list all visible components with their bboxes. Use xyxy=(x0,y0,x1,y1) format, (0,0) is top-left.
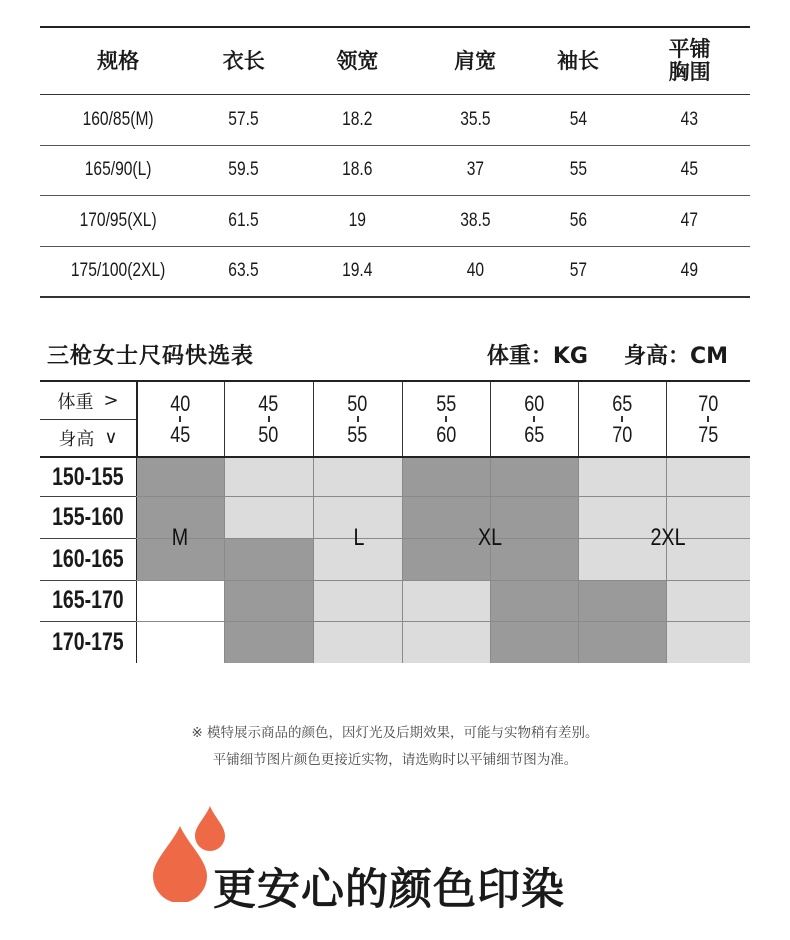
table-row xyxy=(40,95,750,146)
banner-title: 更安心的颜色印染 xyxy=(213,865,565,915)
weight-range-header xyxy=(666,382,750,456)
size-table-header xyxy=(40,28,750,95)
cell-collar: 18.2 xyxy=(342,108,373,130)
header-length: 衣长 xyxy=(222,49,265,73)
size-cell xyxy=(667,458,750,496)
cell-chest: 43 xyxy=(681,108,699,130)
size-cell xyxy=(225,458,313,496)
grid-line xyxy=(402,458,403,663)
size-cell xyxy=(403,458,490,496)
axis-header xyxy=(40,382,138,456)
grid-line xyxy=(136,621,750,622)
cell-length: 63.5 xyxy=(228,260,259,282)
cell-sleeve: 56 xyxy=(569,209,587,231)
header-chest: 平铺胸围 xyxy=(668,37,711,84)
height-range-label: 160-165 xyxy=(40,538,138,580)
grid-line xyxy=(136,580,750,581)
weight-range-header xyxy=(313,382,403,456)
weight-to: 50 xyxy=(258,422,279,447)
weight-from: 50 xyxy=(347,391,368,416)
table-row xyxy=(40,247,750,299)
row-divider xyxy=(40,580,136,581)
cell-collar: 19.4 xyxy=(342,260,373,282)
header-sleeve: 袖长 xyxy=(556,49,599,73)
weight-to: 65 xyxy=(523,422,545,447)
size-label: XL xyxy=(477,524,503,551)
weight-to: 70 xyxy=(611,422,633,447)
size-cell xyxy=(137,458,224,496)
grid-line xyxy=(313,458,314,663)
size-cell xyxy=(137,580,224,621)
cell-shoulder: 40 xyxy=(466,260,484,282)
height-range-label: 155-160 xyxy=(40,496,138,538)
size-cell xyxy=(491,538,578,580)
weight-range-header xyxy=(490,382,579,456)
cell-chest: 49 xyxy=(681,260,699,282)
disclaimer-line-1: ※ 模特展示商品的颜色，因灯光及后期效果，可能与实物稍有差别。 xyxy=(191,725,599,741)
cell-spec: 175/100(2XL) xyxy=(70,260,166,282)
chevron-right-icon: > xyxy=(103,390,119,411)
weight-to: 60 xyxy=(435,422,457,447)
weight-from: 70 xyxy=(697,391,719,416)
size-cell xyxy=(667,621,750,663)
weight-range-header xyxy=(402,382,491,456)
grid-line xyxy=(490,458,491,663)
weight-range-header xyxy=(578,382,667,456)
cell-length: 57.5 xyxy=(228,108,259,130)
size-cell xyxy=(403,538,490,580)
cell-length: 59.5 xyxy=(228,159,259,181)
header-shoulder: 肩宽 xyxy=(454,49,497,73)
size-cell xyxy=(491,621,578,663)
cell-shoulder: 38.5 xyxy=(459,209,491,231)
height-range-label: 170-175 xyxy=(40,621,138,663)
chevron-down-icon: ∨ xyxy=(104,427,118,448)
table-row xyxy=(40,196,750,247)
size-cell xyxy=(491,458,578,496)
cell-collar: 18.6 xyxy=(342,159,373,181)
weight-to: 75 xyxy=(697,422,719,447)
size-cell xyxy=(579,621,666,663)
size-cell xyxy=(403,621,490,663)
size-cell xyxy=(314,621,402,663)
row-divider xyxy=(40,496,136,497)
weight-to: 45 xyxy=(169,422,191,447)
weight-from: 45 xyxy=(258,391,279,416)
weight-axis-label: 体重 > xyxy=(40,382,136,420)
weight-from: 65 xyxy=(611,391,633,416)
size-quick-chart-grid xyxy=(40,380,750,663)
grid-line xyxy=(136,496,750,497)
grid-line xyxy=(666,458,667,663)
cell-collar: 19 xyxy=(348,209,367,231)
size-cell xyxy=(314,580,402,621)
height-range-label: 150-155 xyxy=(40,458,138,496)
cell-sleeve: 55 xyxy=(569,159,587,181)
weight-from: 55 xyxy=(435,391,457,416)
cell-shoulder: 37 xyxy=(466,159,484,181)
size-cell xyxy=(225,496,313,538)
header-collar: 领宽 xyxy=(336,49,379,73)
cell-chest: 47 xyxy=(681,209,699,231)
cell-sleeve: 54 xyxy=(569,108,587,130)
row-divider xyxy=(40,538,136,539)
size-cell xyxy=(137,621,224,663)
row-divider xyxy=(40,621,136,622)
cell-length: 61.5 xyxy=(228,209,259,231)
size-cell xyxy=(579,458,666,496)
size-cell xyxy=(667,580,750,621)
size-cell xyxy=(491,580,578,621)
quick-chart-units xyxy=(487,339,728,370)
cell-spec: 170/95(XL) xyxy=(79,209,157,231)
size-label: 2XL xyxy=(650,524,686,551)
table-row xyxy=(40,146,750,197)
cell-chest: 45 xyxy=(681,159,699,181)
weight-from: 40 xyxy=(169,391,191,416)
weight-to: 55 xyxy=(347,422,368,447)
header-spec: 规格 xyxy=(97,49,140,73)
grid-line xyxy=(578,458,579,663)
weight-from: 60 xyxy=(523,391,545,416)
cell-sleeve: 57 xyxy=(569,260,587,282)
weight-unit: 体重：KG xyxy=(486,344,588,369)
size-cell xyxy=(314,458,402,496)
size-cell xyxy=(403,496,490,538)
height-axis-label: 身高 ∨ xyxy=(58,427,118,450)
cell-spec: 160/85(M) xyxy=(82,108,154,130)
size-cell xyxy=(403,580,490,621)
size-cell xyxy=(225,621,313,663)
weight-range-header xyxy=(224,382,314,456)
height-unit: 身高：CM xyxy=(623,344,728,369)
size-cell xyxy=(491,496,578,538)
disclaimer-line-2: 平铺细节图片颜色更接近实物，请选购时以平铺细节图为准。 xyxy=(212,752,578,768)
cell-spec: 165/90(L) xyxy=(84,159,152,181)
height-range-label: 165-170 xyxy=(40,580,138,621)
size-spec-table xyxy=(40,26,750,298)
grid-line xyxy=(224,458,225,663)
size-label: M xyxy=(171,524,189,551)
size-cell xyxy=(225,538,313,580)
cell-shoulder: 35.5 xyxy=(459,108,491,130)
weight-range-header xyxy=(136,382,225,456)
size-label: L xyxy=(353,524,365,551)
quick-chart-title: 三枪女士尺码快选表 xyxy=(47,344,255,369)
size-cell xyxy=(225,580,313,621)
size-cell xyxy=(579,580,666,621)
